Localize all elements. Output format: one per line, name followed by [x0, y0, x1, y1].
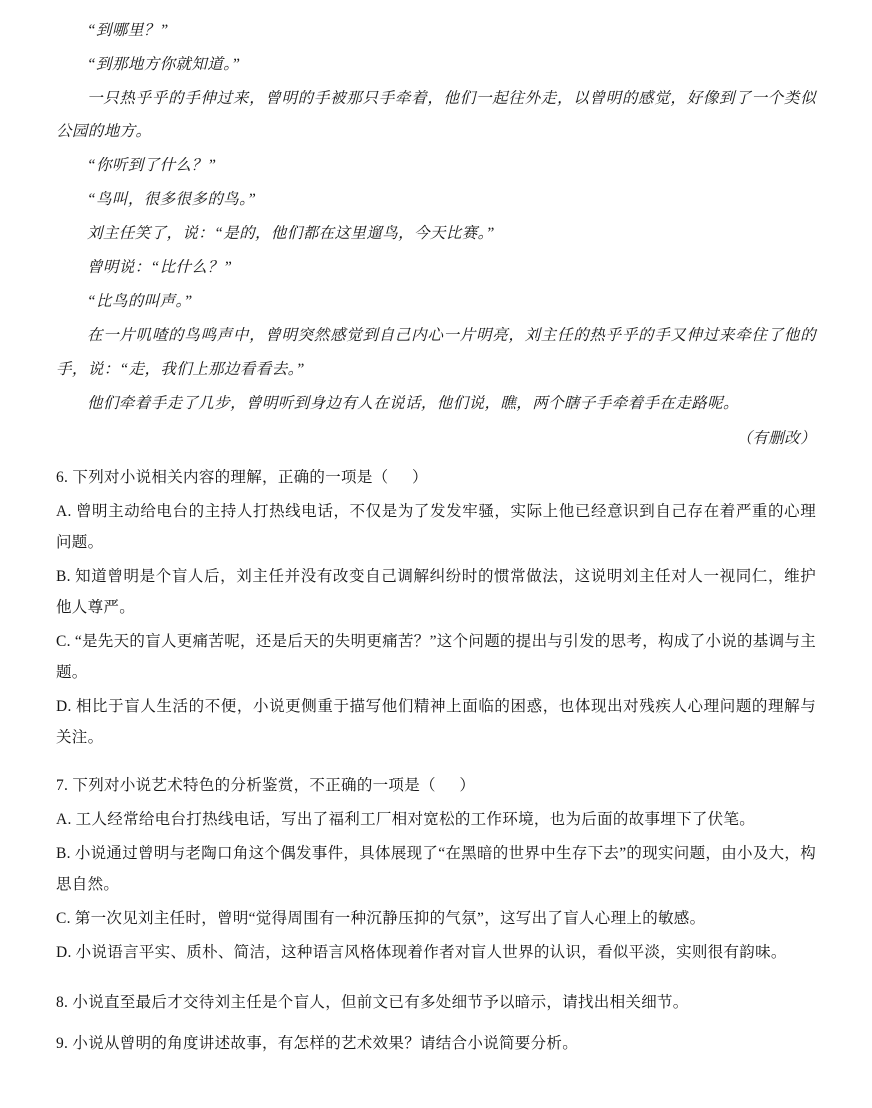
- option-label: D.: [56, 944, 72, 962]
- question-option: [56, 496, 816, 558]
- option-text: 第一次见刘主任时，曾明“觉得周围有一种沉静压抑的气氛”，这写出了盲人心理上的敏感。: [74, 910, 706, 928]
- question-stem: [56, 462, 816, 493]
- question-option: [56, 937, 816, 968]
- option-text: 小说语言平实、质朴、简洁，这种语言风格体现着作者对盲人世界的认识，看似平淡，实则很有韵味。: [75, 944, 787, 962]
- option-text: 工人经常给电台打热线电话，写出了福利工厂相对宽松的工作环境，也为后面的故事埋下了伏笔。: [75, 811, 756, 829]
- question-stem: 9. 小说从曾明的角度讲述故事，有怎样的艺术效果？请结合小说简要分析。: [56, 1035, 579, 1053]
- question-text-tail: ）: [459, 777, 476, 795]
- question-option: [56, 561, 816, 623]
- narrative-passage: [56, 14, 816, 420]
- option-text: “是先天的盲人更痛苦呢，还是后天的失明更痛苦？”这个问题的提出与引发的思考，构成了小说的基调与主题。: [56, 633, 816, 682]
- answer-blank: [388, 469, 412, 486]
- passage-paragraph: 一只热乎乎的手伸过来，曾明的手被那只手牵着，他们一起往外走，以曾明的感觉，好像到了一个类似公园的地方。: [56, 89, 816, 141]
- passage-paragraph: 刘主任笑了，说：“是的，他们都在这里遛鸟，今天比赛。”: [87, 225, 495, 243]
- question-stem: 8. 小说直至最后才交待刘主任是个盲人，但前文已有多处细节予以暗示，请找出相关细节。: [56, 994, 689, 1012]
- question-option: [56, 903, 816, 934]
- option-label: C.: [56, 633, 71, 651]
- option-label: A.: [56, 503, 72, 521]
- option-label: A.: [56, 811, 72, 829]
- option-text: 曾明主动给电台的主持人打热线电话，不仅是为了发发牢骚，实际上他已经意识到自己存在着严重的心理问题。: [56, 503, 816, 552]
- passage-attribution: （有删改）: [736, 430, 816, 448]
- question-number: 7.: [56, 777, 69, 795]
- section-spacer: [56, 971, 816, 977]
- option-label: B.: [56, 568, 71, 586]
- section-spacer: [56, 756, 816, 762]
- passage-paragraph: “到那地方你就知道。”: [87, 55, 241, 73]
- passage-paragraph: 在一片叽喳的鸟鸣声中，曾明突然感觉到自己内心一片明亮，刘主任的热乎乎的手又伸过来牵住了他的手，说：“走，我们上那边看看去。”: [56, 327, 816, 378]
- option-text: 相比于盲人生活的不便，小说更侧重于描写他们精神上面临的困惑，也体现出对残疾人心理问题的理解与关注。: [56, 698, 816, 747]
- passage-paragraph: 曾明说：“比什么？”: [87, 259, 233, 277]
- option-label: B.: [56, 845, 71, 863]
- question-option: [56, 626, 816, 688]
- passage-paragraph: 他们牵着手走了几步，曾明听到身边有人在说话，他们说，瞧，两个瞎子手牵着手在走路呢。: [87, 394, 739, 412]
- passage-paragraph: “鸟叫，很多很多的鸟。”: [87, 191, 257, 209]
- option-text: 小说通过曾明与老陶口角这个偶发事件，具体展现了“在黑暗的世界中生存下去”的现实问题，由小及大，构思自然。: [56, 845, 816, 894]
- option-label: D.: [56, 698, 72, 716]
- answer-blank: [436, 777, 460, 794]
- question-stem: [56, 770, 816, 801]
- question-number: 6.: [56, 469, 69, 487]
- questions-section: [56, 462, 816, 1059]
- option-label: C.: [56, 910, 71, 928]
- passage-paragraph: “到哪里？”: [87, 22, 169, 39]
- passage-paragraph: “比鸟的叫声。”: [87, 293, 193, 311]
- question-option: [56, 691, 816, 753]
- question-text-tail: ）: [411, 469, 428, 487]
- question-text: 下列对小说艺术特色的分析鉴赏，不正确的一项是（: [72, 777, 436, 795]
- option-text: 知道曾明是个盲人后，刘主任并没有改变自己调解纠纷时的惯常做法，这说明刘主任对人一视同仁，维护他人尊严。: [56, 568, 816, 617]
- question-option: [56, 838, 816, 900]
- question-option: [56, 804, 816, 835]
- question-text: 下列对小说相关内容的理解，正确的一项是（: [72, 469, 389, 487]
- passage-paragraph: “你听到了什么？”: [87, 157, 217, 175]
